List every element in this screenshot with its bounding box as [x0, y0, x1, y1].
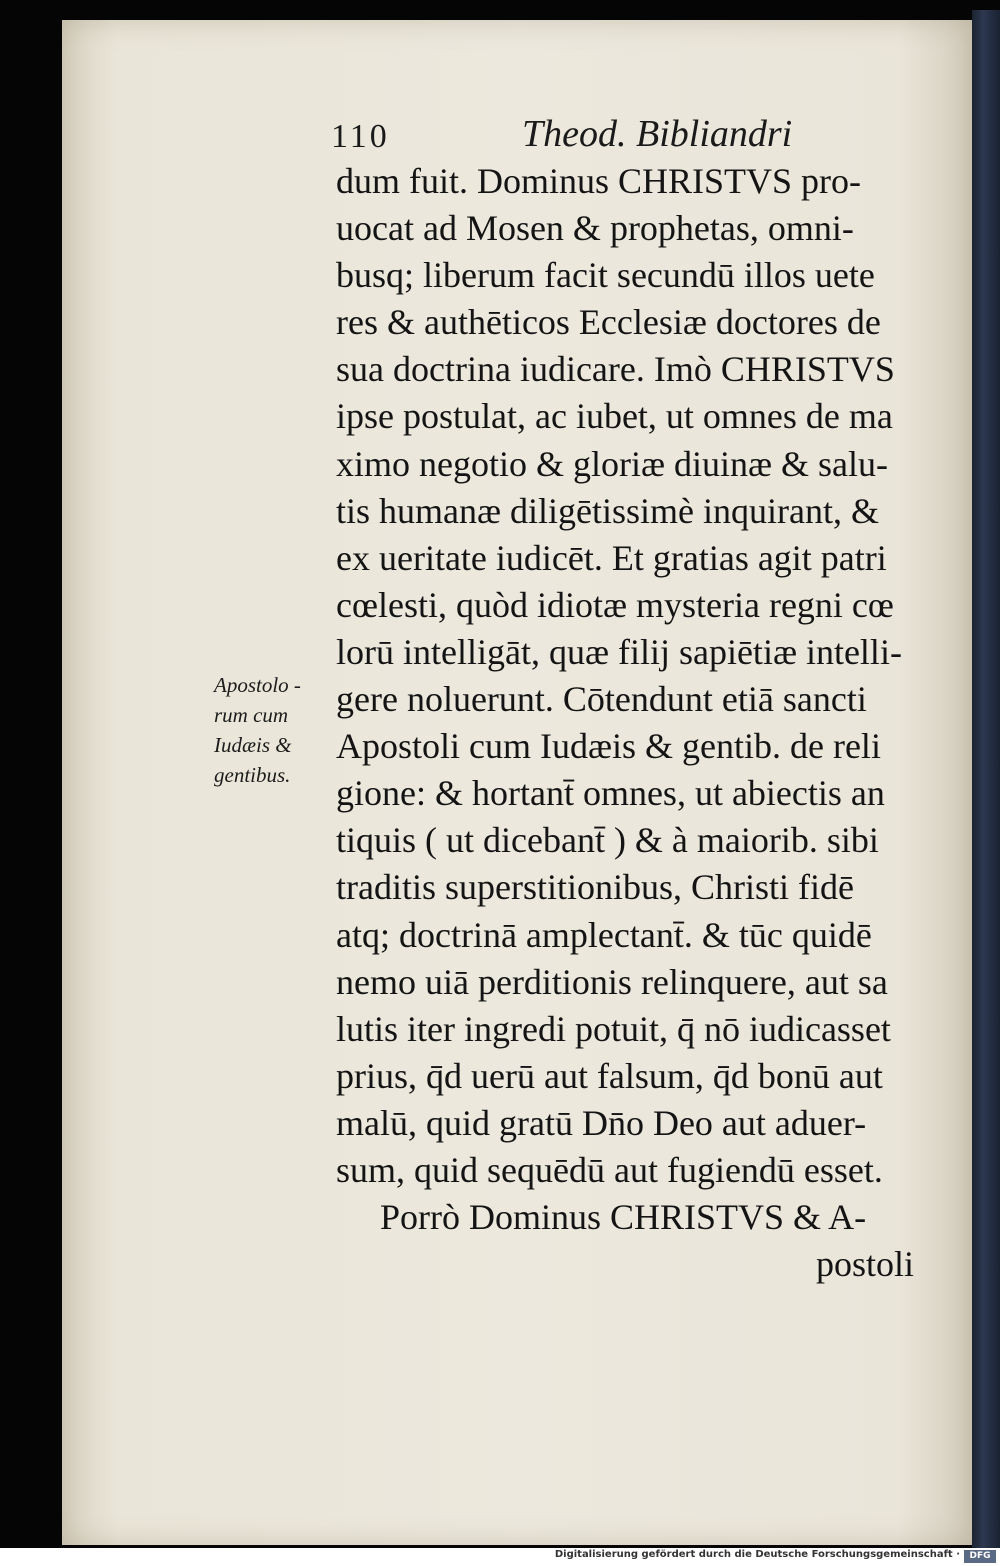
text-line: dum fuit. Dominus CHRISTVS pro- — [336, 161, 862, 201]
text-line: nemo uiā perditionis relinquere, aut sa — [336, 961, 888, 1002]
text-line: gere noluerunt. Cōtendunt etiā sancti — [336, 679, 867, 720]
text-line: tis humanæ diligētissimè inquirant, & — [336, 490, 879, 531]
text-line: lorū intelligāt, quæ filij sapiētiæ intelli- — [336, 631, 902, 672]
footer-credit: Digitalisierung gefördert durch die Deutsche Forschungsgemeinschaft · — [554, 1549, 960, 1560]
text-line: prius, q̄d uerū aut falsum, q̄d bonū aut — [336, 1055, 883, 1096]
text-line: tiquis ( ut dicebant̄ ) & à maiorib. sibi — [336, 820, 879, 861]
text-line: ximo negotio & gloriæ diuinæ & salu- — [336, 443, 888, 484]
text-line: Apostoli cum Iudæis & gentib. de reli — [336, 726, 881, 767]
page-number: 110 — [331, 118, 390, 155]
running-head: Theod. Bibliandri — [522, 113, 793, 155]
text-line: traditis superstitionibus, Christi fidē — [336, 867, 854, 908]
marginal-note-line: gentibus. — [214, 763, 291, 787]
text-line: gione: & hortant̄ omnes, ut abiectis an — [336, 773, 885, 814]
text-line: malū, quid gratū Dn̄o Deo aut aduer- — [336, 1102, 867, 1143]
text-line: atq; doctrinā amplectant̄. & tūc quidē — [336, 914, 872, 955]
book-binding-edge — [972, 10, 1000, 1555]
main-text-block — [336, 158, 956, 1288]
text-line: busq; liberum facit secundū illos uete — [336, 255, 875, 296]
marginal-note-line: Apostolo - — [214, 673, 301, 697]
text-line: cœlesti, quòd idiotæ mysteria regni cœ — [336, 584, 894, 625]
marginal-note-line: rum cum — [214, 703, 289, 727]
text-line: lutis iter ingredi potuit, q̄ nō iudicasset — [336, 1008, 891, 1049]
dfg-logo: DFG — [964, 1550, 996, 1563]
text-line: ipse postulat, ac iubet, ut omnes de ma — [336, 396, 893, 437]
marginal-note — [214, 670, 334, 790]
catchword: postoli — [816, 1244, 915, 1285]
marginal-note-line: Iudæis & — [214, 733, 292, 757]
text-line: ex ueritate iudicēt. Et gratias agit patri — [336, 537, 887, 578]
text-line: sum, quid sequēdū aut fugiendū esset. — [336, 1149, 883, 1190]
text-line: uocat ad Mosen & prophetas, omni- — [336, 208, 854, 249]
text-line: sua doctrina iudicare. Imò CHRISTVS — [336, 349, 895, 390]
text-line: res & authēticos Ecclesiæ doctores de — [336, 302, 881, 343]
text-line: Porrò Dominus CHRISTVS & A- — [380, 1197, 867, 1238]
